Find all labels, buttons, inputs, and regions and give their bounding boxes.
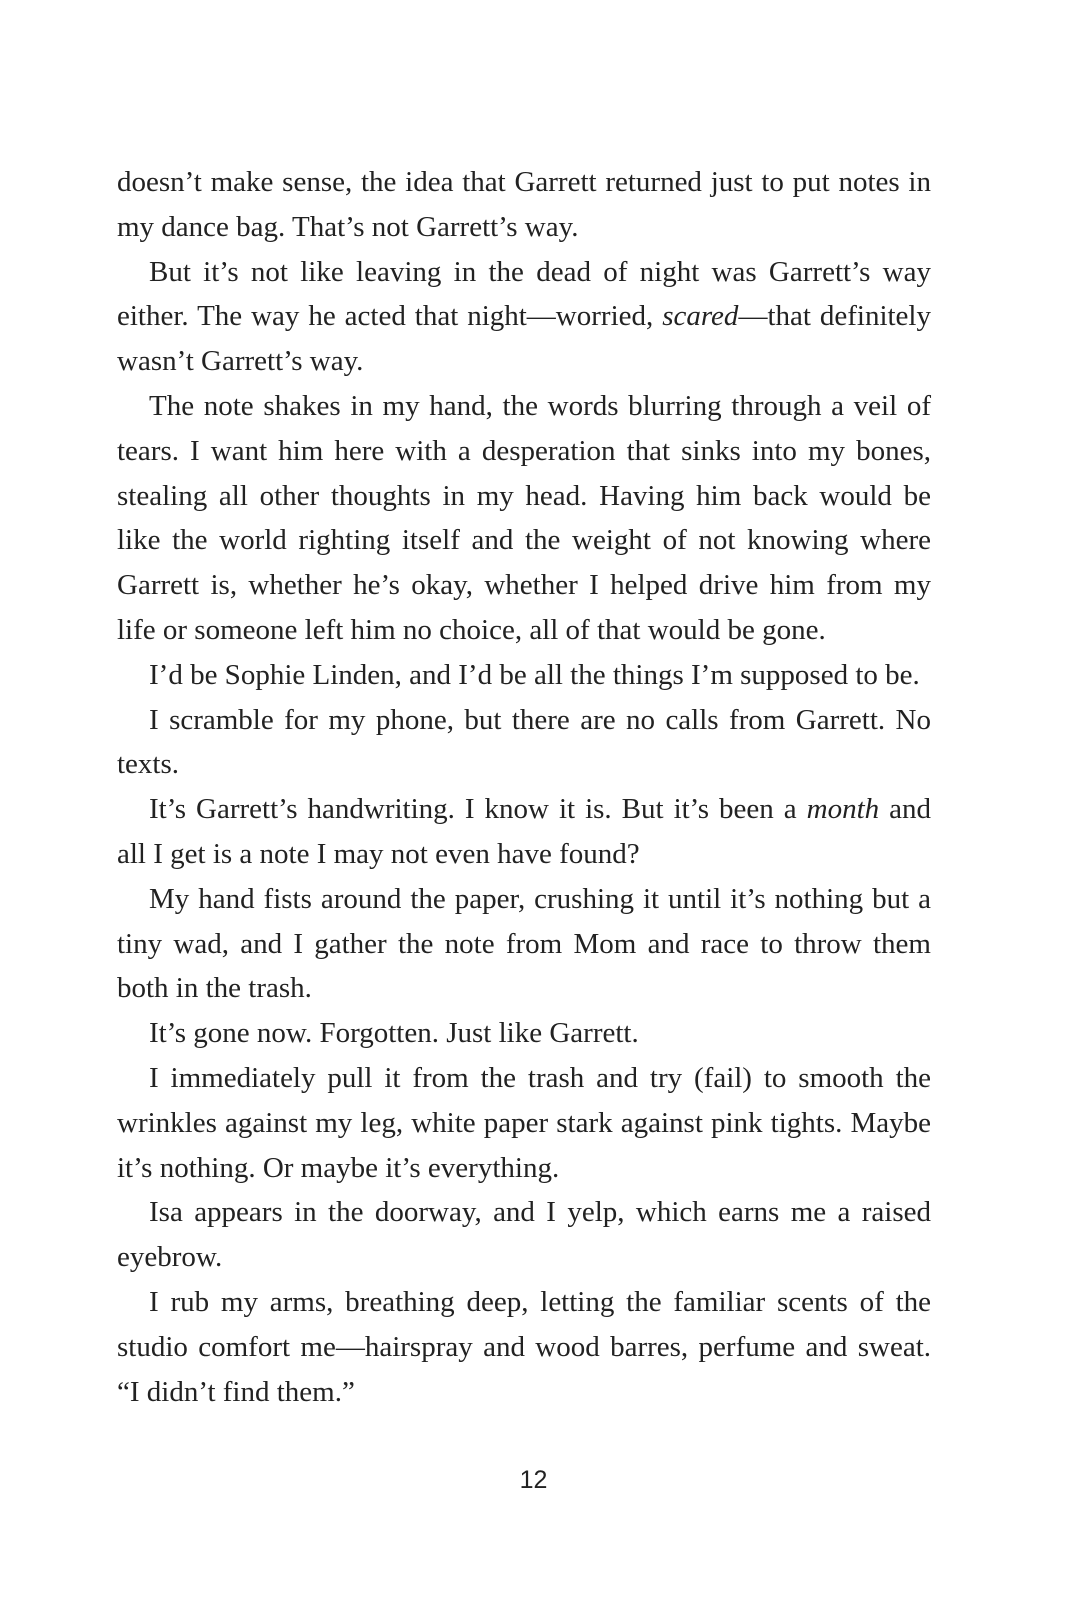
text-run: My hand fists around the paper, crushing it until it’s nothing but a tiny wad, and I gather the note from Mom and race to throw them both in the trash. bbox=[117, 882, 931, 1005]
body-text bbox=[117, 160, 931, 1414]
paragraph bbox=[117, 787, 931, 877]
emphasis-text: scared bbox=[662, 300, 739, 333]
text-run: doesn’t make sense, the idea that Garrett returned just to put notes in my dance bag. That’s not Garrett’s way. bbox=[117, 166, 931, 243]
paragraph bbox=[117, 877, 931, 1011]
paragraph bbox=[117, 698, 931, 788]
text-run: The note shakes in my hand, the words blurring through a veil of tears. I want him here with a desperation that sinks into my bones, stealing all other thoughts in my head. Having him back would be like the world righting itself and the weight of not knowing where Garrett is, whether he’s okay, whether I helped drive him from my life or someone left him no choice, all of that would be gone. bbox=[117, 389, 931, 646]
paragraph bbox=[117, 1280, 931, 1414]
paragraph bbox=[117, 250, 931, 384]
text-run: I immediately pull it from the trash and try (fail) to smooth the wrinkles against my leg, white paper stark against pink tights. Maybe it’s nothing. Or maybe it’s everything. bbox=[117, 1061, 931, 1184]
text-run: But it’s not like leaving in the dead of night was Garrett’s way either. The way he acted that night—worried, bbox=[117, 255, 931, 333]
text-run: It’s Garrett’s handwriting. I know it is. But it’s been a bbox=[149, 793, 807, 826]
text-run: Isa appears in the doorway, and I yelp, which earns me a raised eyebrow. bbox=[117, 1196, 931, 1274]
text-run: It’s gone now. Forgotten. Just like Garrett. bbox=[149, 1017, 639, 1050]
paragraph bbox=[117, 1056, 931, 1190]
paragraph bbox=[117, 1190, 931, 1280]
text-run: and all I get is a note I may not even have found? bbox=[117, 793, 932, 870]
text-run: —that definitely wasn’t Garrett’s way. bbox=[117, 300, 931, 378]
paragraph bbox=[117, 160, 931, 250]
text-run: I’d be Sophie Linden, and I’d be all the things I’m supposed to be. bbox=[149, 658, 920, 691]
text-run: I scramble for my phone, but there are no calls from Garrett. No texts. bbox=[117, 703, 931, 781]
text-run: I rub my arms, breathing deep, letting the familiar scents of the studio comfort me—hairspray and wood barres, perfume and sweat. “I didn’t find them.” bbox=[117, 1285, 931, 1408]
page-number: 12 bbox=[519, 1466, 548, 1494]
emphasis-text: month bbox=[806, 793, 880, 826]
paragraph bbox=[117, 384, 931, 653]
paragraph bbox=[117, 1011, 931, 1056]
paragraph bbox=[117, 653, 931, 698]
